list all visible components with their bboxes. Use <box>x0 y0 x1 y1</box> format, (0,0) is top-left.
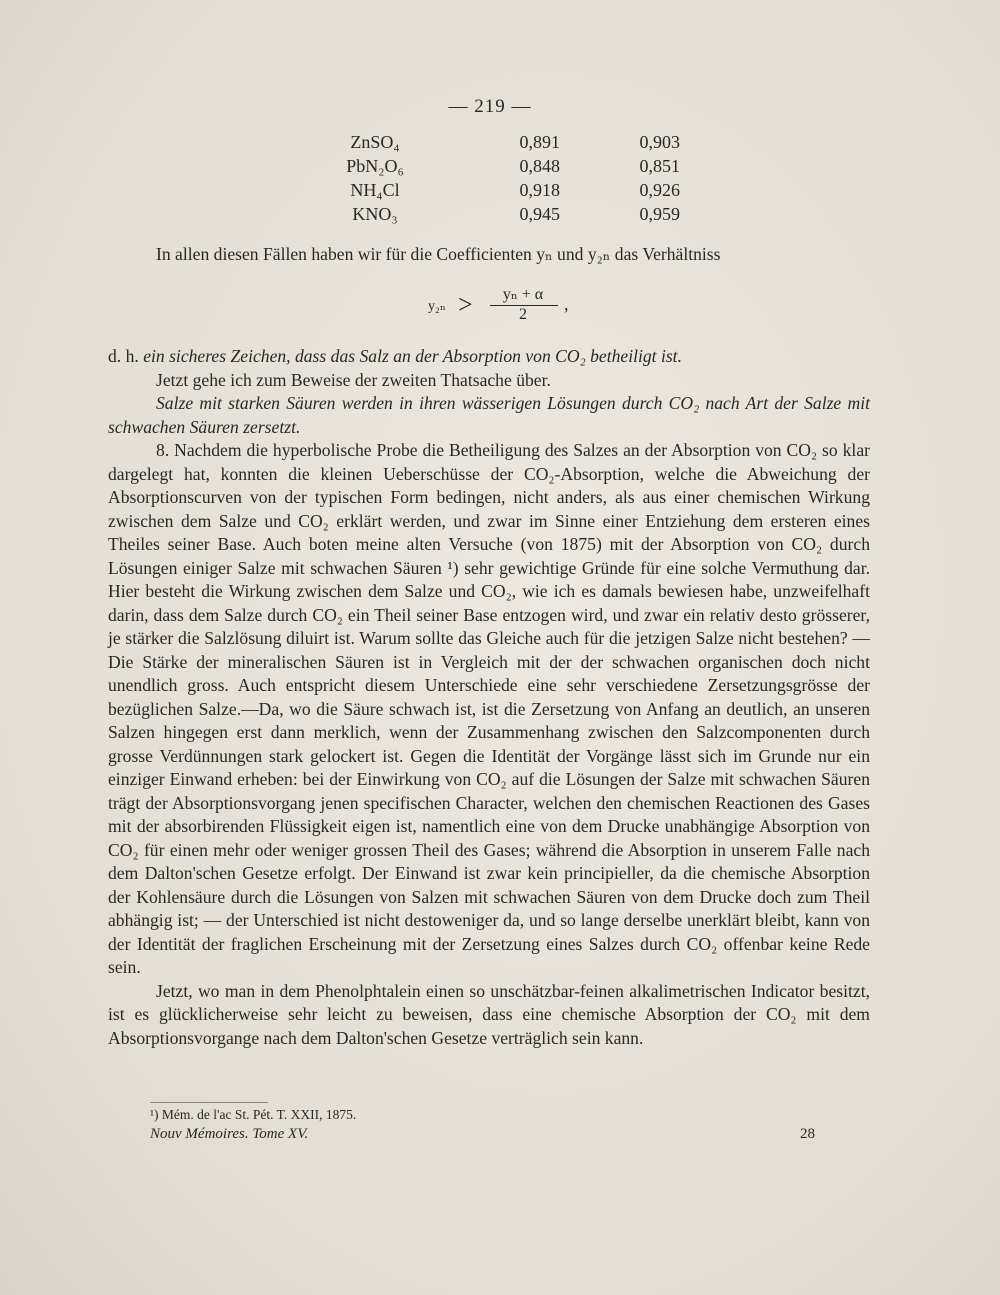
paragraph-final: Jetzt, wo man in dem Phenolphtalein einen so unschätzbar-feinen alkalimetrischen Indicator besitzt, ist es glücklicherweise sehr leicht zu beweisen, dass eine chemische Absorption der CO₂ mit dem Absorptionsvorgange nach dem Dalton'schen Gesetze verträglich sein kann. <box>108 980 870 1048</box>
formula-numerator: yₙ + α <box>502 286 544 303</box>
formula-comma: , <box>564 294 569 314</box>
footnote: ¹) Mém. de l'ac St. Pét. T. XXII, 1875. <box>150 1107 357 1122</box>
coefficient-value: 0,959 <box>639 203 680 224</box>
salt-name: PbN₂O₆ <box>346 155 404 176</box>
body-text <box>108 345 870 1050</box>
coefficient-value: 0,926 <box>639 179 680 200</box>
coefficient-value: 0,945 <box>519 203 560 224</box>
coefficient-value: 0,851 <box>639 155 680 176</box>
conclusion-prefix: d. h. <box>108 346 144 366</box>
formula-relation: > <box>458 290 473 319</box>
salt-name: KNO₃ <box>352 203 398 224</box>
table-row <box>300 178 680 202</box>
journal-footer: Nouv Mémoires. Tome XV. <box>150 1126 309 1142</box>
page-number: — 219 — <box>448 96 532 117</box>
coefficient-value: 0,891 <box>519 131 560 152</box>
salt-name: NH₄Cl <box>350 179 400 200</box>
salt-table <box>300 130 680 226</box>
formula-denominator: 2 <box>519 306 527 323</box>
table-row <box>300 130 680 154</box>
table-row <box>300 154 680 178</box>
signature-number: 28 <box>800 1126 815 1142</box>
thesis-statement: Salze mit starken Säuren werden in ihren wässerigen Lösungen durch CO₂ nach Art der Salze mit schwachen Säuren zersetzt. <box>108 393 870 437</box>
paragraph-8: 8. Nachdem die hyperbolische Probe die Betheiligung des Salzes an der Absorption von CO₂ so klar dargelegt hat, konnten die kleinen Ueberschüsse der CO₂-Absorption, welche die Abweichung der Absorptionscurven von der typischen Form bedingen, nicht anders, als aus einer chemischen Wirkung zwischen dem Salze und CO₂ erklärt werden, und zwar im Sinne einer Entziehung dem ersteren eines Theiles seiner Base. Auch boten meine alten Versuche (von 1875) mit der Absorption von CO₂ durch Lösungen einiger Salze mit schwachen Säuren ¹) sehr gewichtige Gründe für eine solche Vermuthung dar. Hier besteht die Wirkung zwischen dem Salze und CO₂, wie ich es damals bewiesen habe, unzweifelhaft darin, dass dem Salze durch CO₂ ein Theil seiner Base entzogen wird, und zwar ein relativ desto grösserer, je stärker die Salzlösung diluirt ist. Warum sollte das Gleiche auch für die jetzigen Salze nicht bestehen? — Die Stärke der mineralischen Säuren ist in Vergleich mit der der schwachen organischen doch nicht unendlich gross. Auch entspricht diesem Unterschiede eine sehr verschiedene Zersetzungsgrösse der bezüglichen Salze.—Da, wo die Säure schwach ist, ist die Zersetzung von Anfang an deutlich, an unseren Salzen hingegen erst dann merklich, wenn der Zusammenhang zwischen den Salzcomponenten durch grosse Verdünnungen stark gelockert ist. Gegen die Identität der Vorgänge lässt sich im Grunde nur ein einziger Einwand erheben: bei der Einwirkung von CO₂ auf die Lösungen der Salze mit schwachen Säuren trägt der Absorptionsvorgang jenen specifischen Character, welchen den chemischen Reactionen des Gases mit der absorbirenden Flüssigkeit eigen ist, namentlich eine von dem Drucke unabhängige Absorption von CO₂ für einen mehr oder weniger grossen Theil des Gases; während die Absorption in unserem Falle nach dem Dalton'schen Gesetze erfolgt. Der Einwand ist zwar kein principieller, da die chemische Absorption der Kohlensäure durch die Lösungen von Salzen mit schwachen Säuren von dem Drucke doch zum Theil abhängig ist; — der Unterschied ist nicht destoweniger da, und so lange derselbe unerklärt bleibt, kann von der Identität der fraglichen Erscheinung mit der Zersetzung eines Salzes durch CO₂ offenbar keine Rede sein. <box>108 440 870 977</box>
coefficient-value: 0,848 <box>519 155 560 176</box>
formula-lhs: y₂ₙ <box>428 299 446 314</box>
conclusion-italic: ein sicheres Zeichen, dass das Salz an der Absorption von CO₂ betheiligt ist. <box>143 346 682 366</box>
intro-text <box>108 243 870 267</box>
salt-name: ZnSO₄ <box>350 131 400 152</box>
coefficient-value: 0,903 <box>639 131 680 152</box>
footnote-rule <box>150 1102 268 1103</box>
table-row <box>300 202 680 226</box>
transition-line: Jetzt gehe ich zum Beweise der zweiten Thatsache über. <box>156 369 551 390</box>
conclusion-line <box>108 345 870 369</box>
intro-paragraph: In allen diesen Fällen haben wir für die Coefficienten yₙ und y₂ₙ das Verhältniss <box>156 244 721 264</box>
coefficient-value: 0,918 <box>519 179 560 200</box>
